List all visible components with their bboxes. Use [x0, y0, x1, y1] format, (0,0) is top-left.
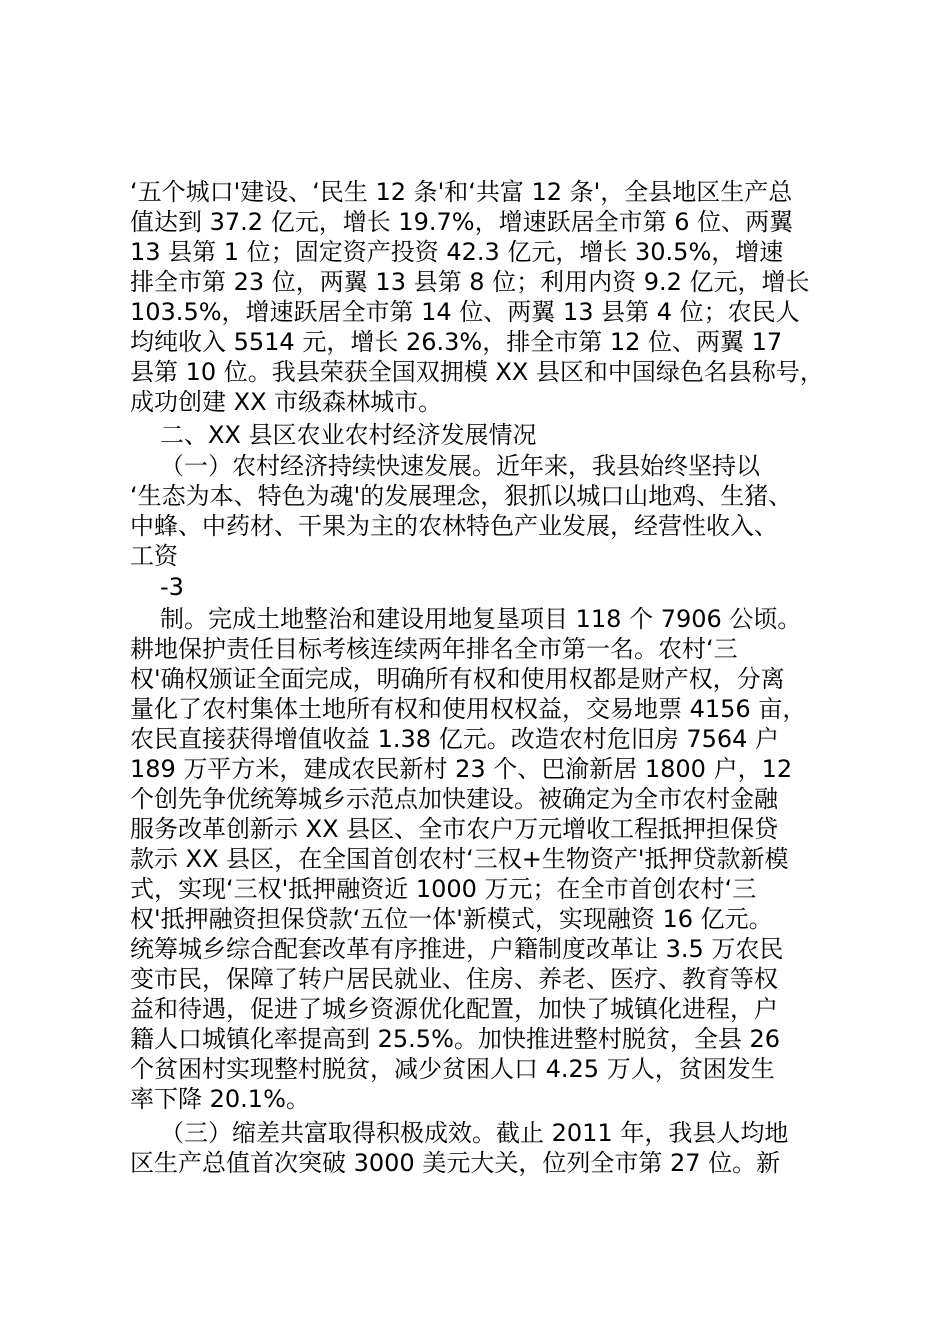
- text-line: 式，实现‘三权'抵押融资近 1000 万元；在全市首创农村‘三: [130, 875, 757, 903]
- section-heading: 二、XX 县区农业农村经济发展情况: [160, 421, 537, 449]
- text-line: 耕地保护责任目标考核连续两年排名全市第一名。农村‘三: [130, 635, 738, 663]
- text-line: 统筹城乡综合配套改革有序推进，户籍制度改革让 3.5 万农民: [130, 935, 784, 963]
- text-line: 个创先争优统筹城乡示范点加快建设。被确定为全市农村金融: [130, 785, 778, 813]
- text-line: 排全市第 23 位，两翼 13 县第 8 位；利用内资 9.2 亿元，增长: [130, 268, 810, 296]
- text-line: ‘生态为本、特色为魂'的发展理念，狠抓以城口山地鸡、生猪、: [130, 482, 793, 510]
- text-line: 均纯收入 5514 元，增长 26.3%，排全市第 12 位、两翼 17: [130, 328, 783, 356]
- text-line: 籍人口城镇化率提高到 25.5%。加快推进整村脱贫，全县 26: [130, 1025, 781, 1053]
- text-line: 量化了农村集体土地所有权和使用权权益，交易地票 4156 亩，: [130, 695, 807, 723]
- text-line: 189 万平方米，建成农民新村 23 个、巴渝新居 1800 户，12: [130, 755, 793, 783]
- text-line: 制。完成土地整治和建设用地复垦项目 118 个 7906 公顷。: [160, 605, 802, 633]
- text-line: 县第 10 位。我县荣获全国双拥模 XX 县区和中国绿色名县称号，: [130, 358, 824, 386]
- text-line: 变市民，保障了转户居民就业、住房、养老、医疗、教育等权: [130, 965, 778, 993]
- text-line: （三）缩差共富取得积极成效。截止 2011 年，我县人均地: [160, 1119, 789, 1147]
- text-line: 服务改革创新示 XX 县区、全市农户万元增收工程抵押担保贷: [130, 815, 779, 843]
- text-line: 益和待遇，促进了城乡资源优化配置，加快了城镇化进程，户: [130, 995, 778, 1023]
- text-line: 工资: [130, 542, 178, 570]
- text-line: 款示 XX 县区，在全国首创农村‘三权+生物资产'抵押贷款新模: [130, 845, 789, 873]
- text-line: 中蜂、中药材、干果为主的农林特色产业发展，经营性收入、: [130, 512, 778, 540]
- text-line: 成功创建 XX 市级森林城市。: [130, 388, 443, 416]
- text-line: 率下降 20.1%。: [130, 1085, 310, 1113]
- text-line: 个贫困村实现整村脱贫，减少贫困人口 4.25 万人，贫困发生: [130, 1055, 775, 1083]
- text-line: 区生产总值首次突破 3000 美元大关，位列全市第 27 位。新: [130, 1149, 781, 1177]
- text-line: 权'抵押融资担保贷款‘五位一体'新模式，实现融资 16 亿元。: [130, 905, 773, 933]
- page-number: -3: [160, 573, 184, 601]
- text-line: 103.5%，增速跃居全市第 14 位、两翼 13 县第 4 位；农民人: [130, 298, 800, 326]
- text-line: （一）农村经济持续快速发展。近年来，我县始终坚持以: [160, 452, 760, 480]
- text-line: 农民直接获得增值收益 1.38 亿元。改造农村危旧房 7564 户: [130, 725, 780, 753]
- text-line: 权'确权颁证全面完成，明确所有权和使用权都是财产权，分离: [130, 665, 785, 693]
- text-line: 值达到 37.2 亿元，增长 19.7%，增速跃居全市第 6 位、两翼: [130, 208, 794, 236]
- text-line: 13 县第 1 位；固定资产投资 42.3 亿元，增长 30.5%，增速: [130, 238, 784, 266]
- text-line: ‘五个城口'建设、‘民生 12 条'和‘共富 12 条'，全县地区生产总: [130, 178, 793, 206]
